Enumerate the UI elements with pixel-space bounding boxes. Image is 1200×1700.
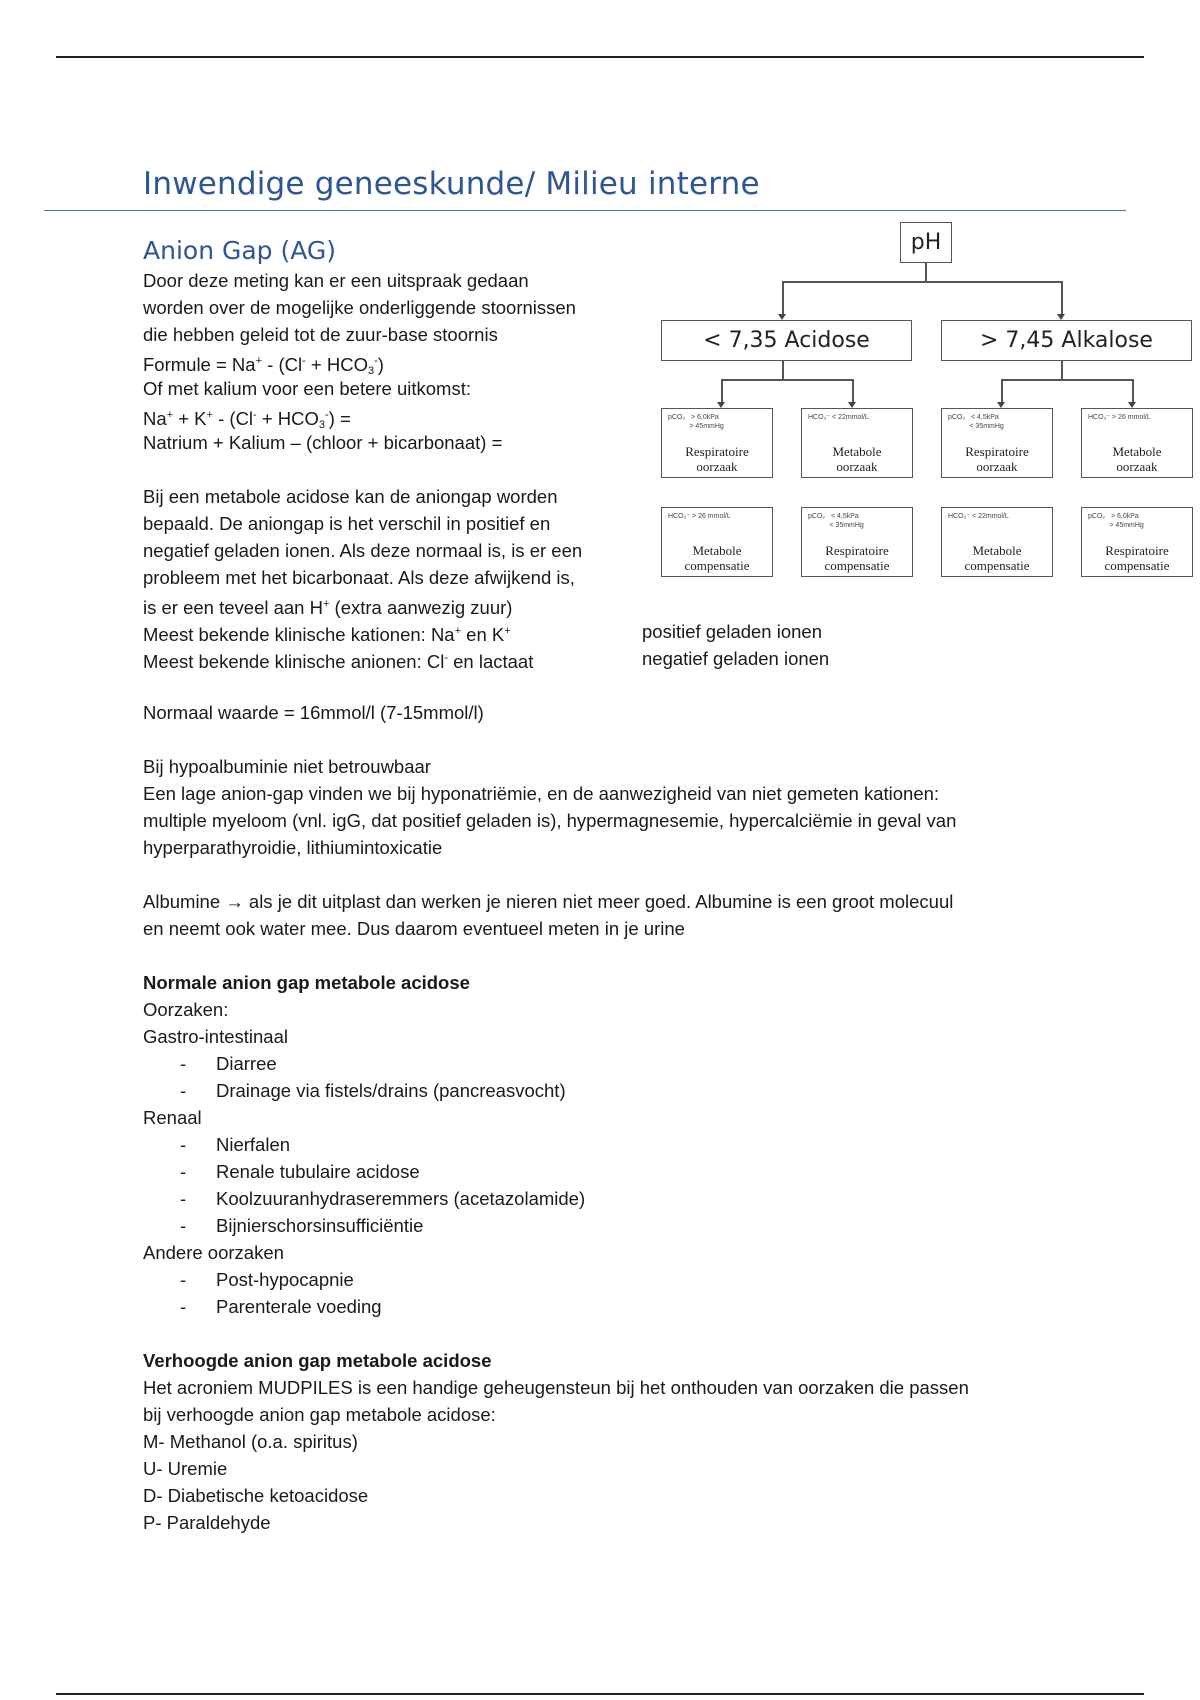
cause-label: Respiratoire oorzaak <box>965 444 1029 474</box>
list-dash: - <box>180 1296 187 1317</box>
kalium-text: Of met kalium voor een betere uitkomst: <box>143 378 471 399</box>
compensation-box <box>661 507 773 577</box>
compensation-condition: pCO₂ < 4,5kPa < 35mmHg <box>808 513 864 529</box>
title-underline <box>44 210 1126 211</box>
metabolic-line: negatief geladen ionen. Als deze normaal is, is er een <box>143 540 583 561</box>
header-rule <box>56 56 1144 58</box>
ph-root-box <box>900 222 952 263</box>
list-dash: - <box>180 1053 187 1074</box>
formula: Formule = $Na^+ - (Cl^- + HCO_3^-)$ <box>143 354 384 377</box>
acidose-label: < 7,35 Acidose <box>703 328 870 353</box>
footer-rule <box>56 1693 1144 1695</box>
positive-label: positief geladen ionen <box>642 621 823 642</box>
other-label: Andere oorzaken <box>143 1242 284 1263</box>
cause-box-respiratory-acidosis <box>661 408 773 478</box>
connector <box>782 361 784 379</box>
mudpiles-intro: bij verhoogde anion gap metabole acidose: <box>143 1404 496 1425</box>
list-item: Diarree <box>216 1053 277 1074</box>
low-gap-line: hyperparathyroidie, lithiumintoxicatie <box>143 837 443 858</box>
list-item: Drainage via fistels/drains (pancreasvocht) <box>216 1080 566 1101</box>
cause-label: Metabole oorzaak <box>1112 444 1162 474</box>
normal-value: Normaal waarde = 16mmol/l (7-15mmol/l) <box>143 702 484 723</box>
list-item: Bijnierschorsinsufficiëntie <box>216 1215 424 1236</box>
cations: Meest bekende klinische kationen: Na+ en K+ <box>143 624 511 645</box>
list-dash: - <box>180 1215 187 1236</box>
hypoalbuminie-note: Bij hypoalbuminie niet betrouwbaar <box>143 756 431 777</box>
connector <box>1132 379 1134 404</box>
list-item: Koolzuuranhydraseremmers (acetazolamide) <box>216 1188 586 1209</box>
connector <box>852 379 854 404</box>
mudpiles-item: M- Methanol (o.a. spiritus) <box>143 1431 358 1452</box>
excess-acid: is er een teveel aan H+ (extra aanwezig zuur) <box>143 597 513 618</box>
high-gap-heading: Verhoogde anion gap metabole acidose <box>143 1350 492 1371</box>
compensation-label: Respiratoire compensatie <box>824 543 890 573</box>
cause-label: Respiratoire oorzaak <box>685 444 749 474</box>
list-item: Parenterale voeding <box>216 1296 382 1317</box>
compensation-label: Respiratoire compensatie <box>1104 543 1170 573</box>
list-item: Renale tubulaire acidose <box>216 1161 420 1182</box>
connector <box>1061 281 1063 315</box>
list-dash: - <box>180 1188 187 1209</box>
compensation-condition: HCO₃⁻ < 22mmol/L <box>948 513 1009 520</box>
compensation-condition: HCO₃⁻ > 26 mmol/L <box>668 513 731 520</box>
compensation-label: Metabole compensatie <box>684 543 750 573</box>
connector <box>1001 379 1003 404</box>
page-title: Inwendige geneeskunde/ Milieu interne <box>143 166 760 202</box>
metabolic-line: bepaald. De aniongap is het verschil in positief en <box>143 513 551 534</box>
anions: Meest bekende klinische anionen: Cl- en lactaat <box>143 651 534 672</box>
list-dash: - <box>180 1269 187 1290</box>
compensation-condition: pCO₂ > 6,0kPa > 45mmHg <box>1088 513 1144 529</box>
metabolic-line: probleem met het bicarbonaat. Als deze afwijkend is, <box>143 567 575 588</box>
compensation-label: Metabole compensatie <box>964 543 1030 573</box>
intro-line: worden over de mogelijke onderliggende stoornissen <box>143 297 576 318</box>
cause-box-metabolic-acidosis <box>801 408 913 478</box>
causes-label: Oorzaken: <box>143 999 229 1020</box>
compensation-box <box>801 507 913 577</box>
ph-root-label: pH <box>910 230 942 255</box>
cause-condition: pCO₂ < 4,5kPa < 35mmHg <box>948 414 1004 430</box>
intro-line: Door deze meting kan er een uitspraak gedaan <box>143 270 529 291</box>
low-gap-line: multiple myeloom (vnl. igG, dat positief geladen is), hypermagnesemie, hypercalciëmie in geval van <box>143 810 957 831</box>
mudpiles-intro: Het acroniem MUDPILES is een handige geheugensteun bij het onthouden van oorzaken die passen <box>143 1377 969 1398</box>
connector <box>1001 379 1133 381</box>
compensation-box <box>1081 507 1193 577</box>
connector <box>721 379 853 381</box>
mudpiles-item: P- Paraldehyde <box>143 1512 271 1533</box>
connector <box>782 281 784 315</box>
renal-label: Renaal <box>143 1107 202 1128</box>
alkalose-box <box>941 320 1192 361</box>
connector <box>782 281 1062 283</box>
formula-kalium: $Na^+ + K^+ - (Cl^- + HCO_3^-)$ = <box>143 408 351 431</box>
intro-line: die hebben geleid tot de zuur-base stoornis <box>143 324 498 345</box>
list-dash: - <box>180 1080 187 1101</box>
cause-condition: pCO₂ > 6,0kPa > 45mmHg <box>668 414 724 430</box>
low-gap-line: Een lage anion-gap vinden we bij hyponatriëmie, en de aanwezigheid van niet gemeten kationen: <box>143 783 940 804</box>
connector <box>925 263 927 281</box>
albumine-line: en neemt ook water mee. Dus daarom eventueel meten in je urine <box>143 918 685 939</box>
list-dash: - <box>180 1161 187 1182</box>
list-item: Post-hypocapnie <box>216 1269 354 1290</box>
connector <box>721 379 723 404</box>
mudpiles-item: D- Diabetische ketoacidose <box>143 1485 369 1506</box>
cause-condition: HCO₃⁻ > 26 mmol/L <box>1088 414 1151 421</box>
alkalose-label: > 7,45 Alkalose <box>980 328 1153 353</box>
list-item: Nierfalen <box>216 1134 291 1155</box>
formula-words: Natrium + Kalium – (chloor + bicarbonaat) = <box>143 432 503 453</box>
negative-label: negatief geladen ionen <box>642 648 830 669</box>
gi-label: Gastro-intestinaal <box>143 1026 288 1047</box>
mudpiles-item: U- Uremie <box>143 1458 228 1479</box>
metabolic-line: Bij een metabole acidose kan de aniongap worden <box>143 486 558 507</box>
acidose-box <box>661 320 912 361</box>
cause-label: Metabole oorzaak <box>832 444 882 474</box>
cause-box-respiratory-alkalosis <box>941 408 1053 478</box>
albumine-line: Albumine → als je dit uitplast dan werken je nieren niet meer goed. Albumine is een groot molecuul <box>143 891 954 912</box>
connector <box>1061 361 1063 379</box>
normal-gap-heading: Normale anion gap metabole acidose <box>143 972 470 993</box>
list-dash: - <box>180 1134 187 1155</box>
cause-box-metabolic-alkalosis <box>1081 408 1193 478</box>
section-title: Anion Gap (AG) <box>143 236 337 265</box>
compensation-box <box>941 507 1053 577</box>
cause-condition: HCO₃⁻ < 22mmol/L <box>808 414 869 421</box>
